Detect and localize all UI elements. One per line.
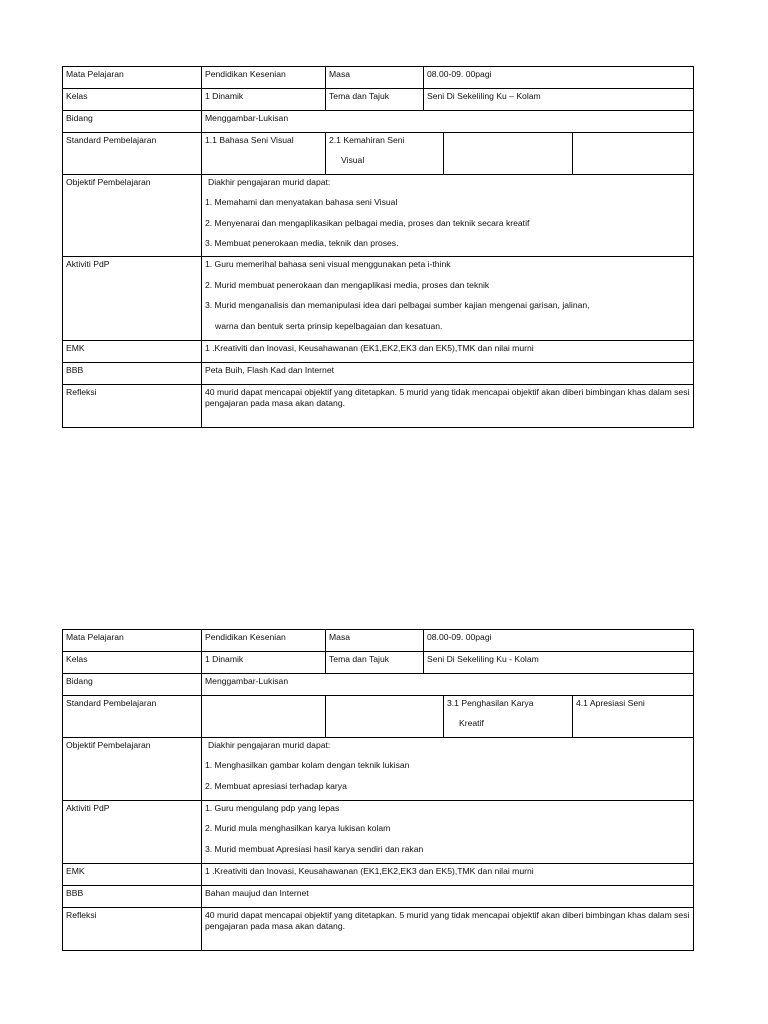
kelas-label: Kelas <box>63 652 202 674</box>
row-mata-pelajaran <box>63 67 694 89</box>
lesson-plan-table <box>62 629 694 951</box>
kelas-value: 1 Dinamik <box>202 89 326 111</box>
row-bidang <box>63 674 694 696</box>
objektif-item: 1. Memahami dan menyatakan bahasa seni Visual <box>205 197 398 207</box>
standard-value-2-line-1: 2.1 Kemahiran Seni <box>329 135 405 145</box>
emk-value: 1 .Kreativiti dan Inovasi, Keusahawanan (EK1,EK2,EK3 dan EK5),TMK dan nilai murni <box>202 863 694 885</box>
bbb-value: Bahan maujud dan Internet <box>202 885 694 907</box>
aktiviti-item: 2. Murid membuat penerokaan dan mengaplikasi media, proses dan teknik <box>205 279 490 290</box>
objektif-item: 3. Membuat penerokaan media, teknik dan proses. <box>205 238 399 248</box>
standard-value-2 <box>326 133 444 175</box>
aktiviti-value <box>202 800 694 863</box>
refleksi-label: Refleksi <box>63 907 202 950</box>
standard-value-4: 4.1 Apresiasi Seni <box>573 696 694 738</box>
tema-label: Tema dan Tajuk <box>326 89 424 111</box>
tema-value: Seni Di Sekeliling Ku - Kolam <box>424 652 694 674</box>
standard-value-empty-1 <box>202 696 326 738</box>
row-kelas <box>63 652 694 674</box>
row-bidang <box>63 111 694 133</box>
tema-label: Tema dan Tajuk <box>326 652 424 674</box>
objektif-value <box>202 175 694 257</box>
standard-value-1: 1.1 Bahasa Seni Visual <box>202 133 326 175</box>
refleksi-value: 40 murid dapat mencapai objektif yang ditetapkan. 5 murid yang tidak mencapai objektif akan diberi bimbingan khas dalam sesi pengajaran pada masa akan datang. <box>202 907 694 950</box>
mata-pelajaran-value: Pendidikan Kesenian <box>202 630 326 652</box>
refleksi-label: Refleksi <box>63 384 202 427</box>
objektif-label: Objektif Pembelajaran <box>63 175 202 257</box>
row-emk <box>63 863 694 885</box>
standard-value-3 <box>444 696 573 738</box>
row-objektif <box>63 175 694 257</box>
tema-value: Seni Di Sekeliling Ku – Kolam <box>424 89 694 111</box>
standard-value-empty-2 <box>326 696 444 738</box>
objektif-item: 2. Membuat apresiasi terhadap karya <box>205 780 347 791</box>
aktiviti-item: 3. Murid menganalisis dan memanipulasi idea dari pelbagai sumber kajian mengenai garisan, jalinan, <box>205 300 590 310</box>
aktiviti-item-continued: warna dan bentuk serta prinsip kepelbagaian dan kesatuan. <box>215 320 443 331</box>
standard-value-empty-1 <box>444 133 573 175</box>
lesson-plan-2 <box>62 629 693 951</box>
masa-label: Masa <box>326 67 424 89</box>
row-emk <box>63 340 694 362</box>
emk-label: EMK <box>63 340 202 362</box>
row-aktiviti <box>63 800 694 863</box>
aktiviti-item: 2. Murid mula menghasilkan karya lukisan kolam <box>205 823 391 833</box>
bidang-value: Menggambar-Lukisan <box>202 111 694 133</box>
aktiviti-value <box>202 257 694 341</box>
objektif-value <box>202 738 694 801</box>
row-mata-pelajaran <box>63 630 694 652</box>
standard-value-3-line-2: Kreatif <box>459 718 484 728</box>
objektif-item: 1. Menghasilkan gambar kolam dengan teknik lukisan <box>205 760 410 770</box>
masa-value: 08.00-09. 00pagi <box>424 630 694 652</box>
row-objektif <box>63 738 694 801</box>
row-refleksi <box>63 907 694 950</box>
mata-pelajaran-label: Mata Pelajaran <box>63 67 202 89</box>
emk-value: 1 .Kreativiti dan Inovasi, Keusahawanan (EK1,EK2,EK3 dan EK5),TMK dan nilai murni <box>202 340 694 362</box>
standard-value-empty-2 <box>573 133 694 175</box>
aktiviti-label: Aktiviti PdP <box>63 257 202 341</box>
mata-pelajaran-value: Pendidikan Kesenian <box>202 67 326 89</box>
bbb-label: BBB <box>63 885 202 907</box>
bidang-label: Bidang <box>63 111 202 133</box>
standard-value-3-line-1: 3.1 Penghasilan Karya <box>447 698 534 708</box>
row-bbb <box>63 885 694 907</box>
bidang-value: Menggambar-Lukisan <box>202 674 694 696</box>
row-standard <box>63 696 694 738</box>
masa-label: Masa <box>326 630 424 652</box>
objektif-intro: Diakhir pengajaran murid dapat: <box>208 177 331 187</box>
row-refleksi <box>63 384 694 427</box>
refleksi-value: 40 murid dapat mencapai objektif yang ditetapkan. 5 murid yang tidak mencapai objektif akan diberi bimbingan khas dalam sesi pengajaran pada masa akan datang. <box>202 384 694 427</box>
bbb-value: Peta Buih, Flash Kad dan Internet <box>202 362 694 384</box>
standard-value-2-line-2: Visual <box>341 155 365 165</box>
lesson-plan-table <box>62 66 694 428</box>
masa-value: 08.00-09. 00pagi <box>424 67 694 89</box>
bidang-label: Bidang <box>63 674 202 696</box>
standard-label: Standard Pembelajaran <box>63 133 202 175</box>
row-standard <box>63 133 694 175</box>
row-kelas <box>63 89 694 111</box>
emk-label: EMK <box>63 863 202 885</box>
kelas-value: 1 Dinamik <box>202 652 326 674</box>
aktiviti-item: 3. Murid membuat Apresiasi hasil karya sendiri dan rakan <box>205 843 424 854</box>
kelas-label: Kelas <box>63 89 202 111</box>
aktiviti-label: Aktiviti PdP <box>63 800 202 863</box>
row-bbb <box>63 362 694 384</box>
lesson-plan-1 <box>62 66 693 428</box>
row-aktiviti <box>63 257 694 341</box>
aktiviti-item: 1. Guru mengulang pdp yang lepas <box>205 802 340 813</box>
aktiviti-item: 1. Guru memerihal bahasa seni visual menggunakan peta i-think <box>205 259 451 269</box>
standard-label: Standard Pembelajaran <box>63 696 202 738</box>
objektif-intro: Diakhir pengajaran murid dapat: <box>208 740 331 750</box>
objektif-label: Objektif Pembelajaran <box>63 738 202 801</box>
bbb-label: BBB <box>63 362 202 384</box>
mata-pelajaran-label: Mata Pelajaran <box>63 630 202 652</box>
objektif-item: 2. Menyenarai dan mengaplikasikan pelbagai media, proses dan teknik secara kreatif <box>205 217 530 228</box>
